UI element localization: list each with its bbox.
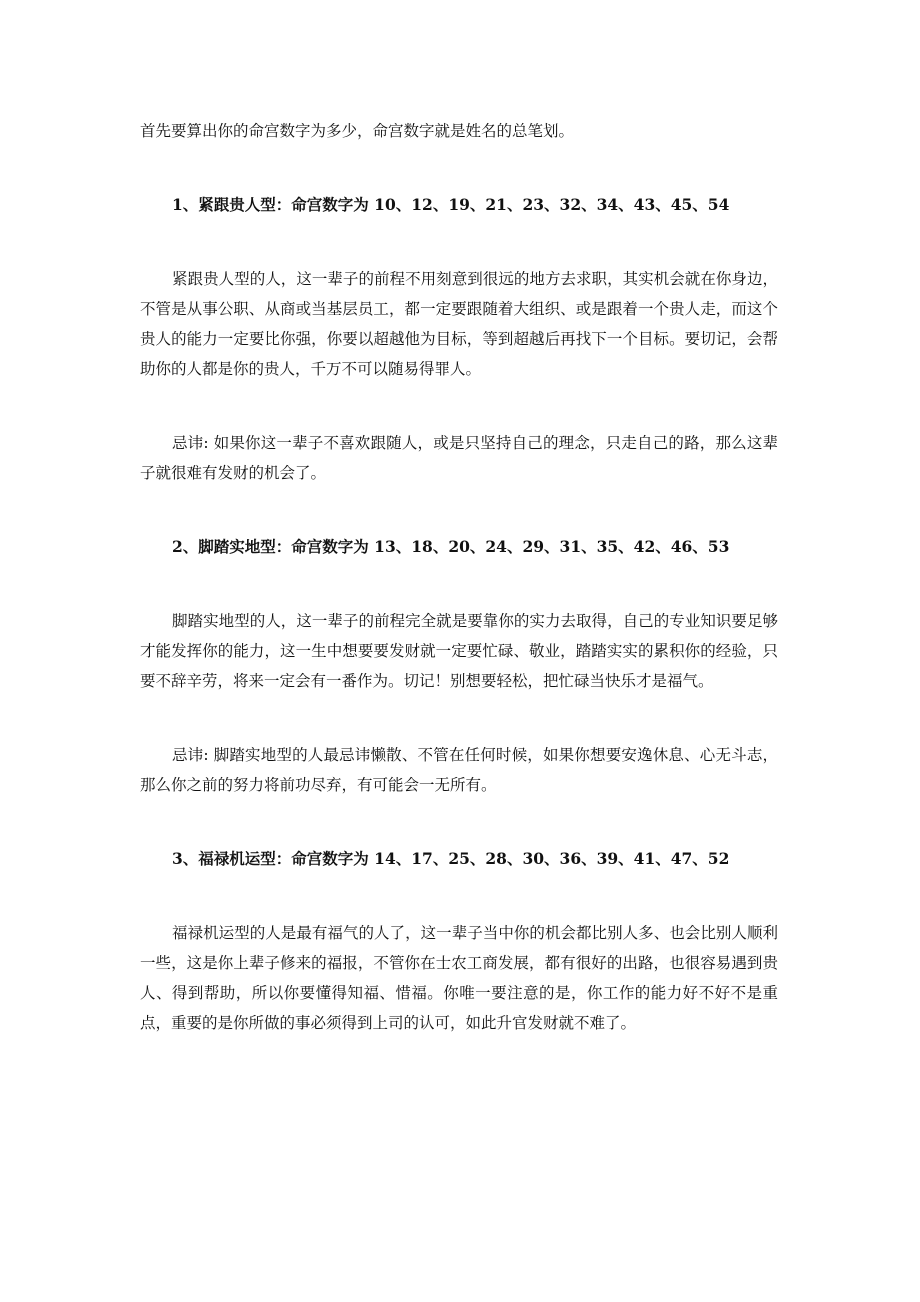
- section-1-heading: 1、紧跟贵人型：命宫数字为 10、12、19、21、23、32、34、43、45、54: [172, 195, 730, 214]
- section-3-body: 福禄机运型的人是最有福气的人了，这一辈子当中你的机会都比别人多、也会比别人顺利一些，这是你上辈子修来的福报，不管你在士农工商发展，都有很好的出路，也很容易遇到贵人、得到帮助，所以你要懂得知福、惜福。你唯一要注意的是，你工作的能力好不好不是重点，重要的是你所做的事必须得到上司的认可，如此升官发财就不难了。: [140, 924, 778, 1032]
- document-body: [140, 116, 778, 1082]
- section-2-heading: 2、脚踏实地型：命宫数字为 13、18、20、24、29、31、35、42、46、53: [172, 537, 730, 556]
- section-1-taboo: 忌讳: 如果你这一辈子不喜欢跟随人，或是只坚持自己的理念，只走自己的路，那么这辈子就很难有发财的机会了。: [140, 434, 778, 482]
- intro-paragraph: 首先要算出你的命宫数字为多少，命宫数字就是姓名的总笔划。: [140, 122, 575, 140]
- section-3-heading: 3、福禄机运型：命宫数字为 14、17、25、28、30、36、39、41、47、52: [172, 849, 730, 868]
- section-2-taboo: 忌讳: 脚踏实地型的人最忌讳懒散、不管在任何时候，如果你想要安逸休息、心无斗志，那么你之前的努力将前功尽弃，有可能会一无所有。: [140, 746, 778, 794]
- section-2-body: 脚踏实地型的人，这一辈子的前程完全就是要靠你的实力去取得，自己的专业知识要足够才能发挥你的能力，这一生中想要要发财就一定要忙碌、敬业，踏踏实实的累积你的经验，只要不辞辛劳，将来一定会有一番作为。切记！别想要轻松，把忙碌当快乐才是福气。: [140, 612, 778, 690]
- section-1-body: 紧跟贵人型的人，这一辈子的前程不用刻意到很远的地方去求职，其实机会就在你身边，不管是从事公职、从商或当基层员工，都一定要跟随着大组织、或是跟着一个贵人走，而这个贵人的能力一定要比你强，你要以超越他为目标，等到超越后再找下一个目标。要切记，会帮助你的人都是你的贵人，千万不可以随易得罪人。: [140, 270, 778, 378]
